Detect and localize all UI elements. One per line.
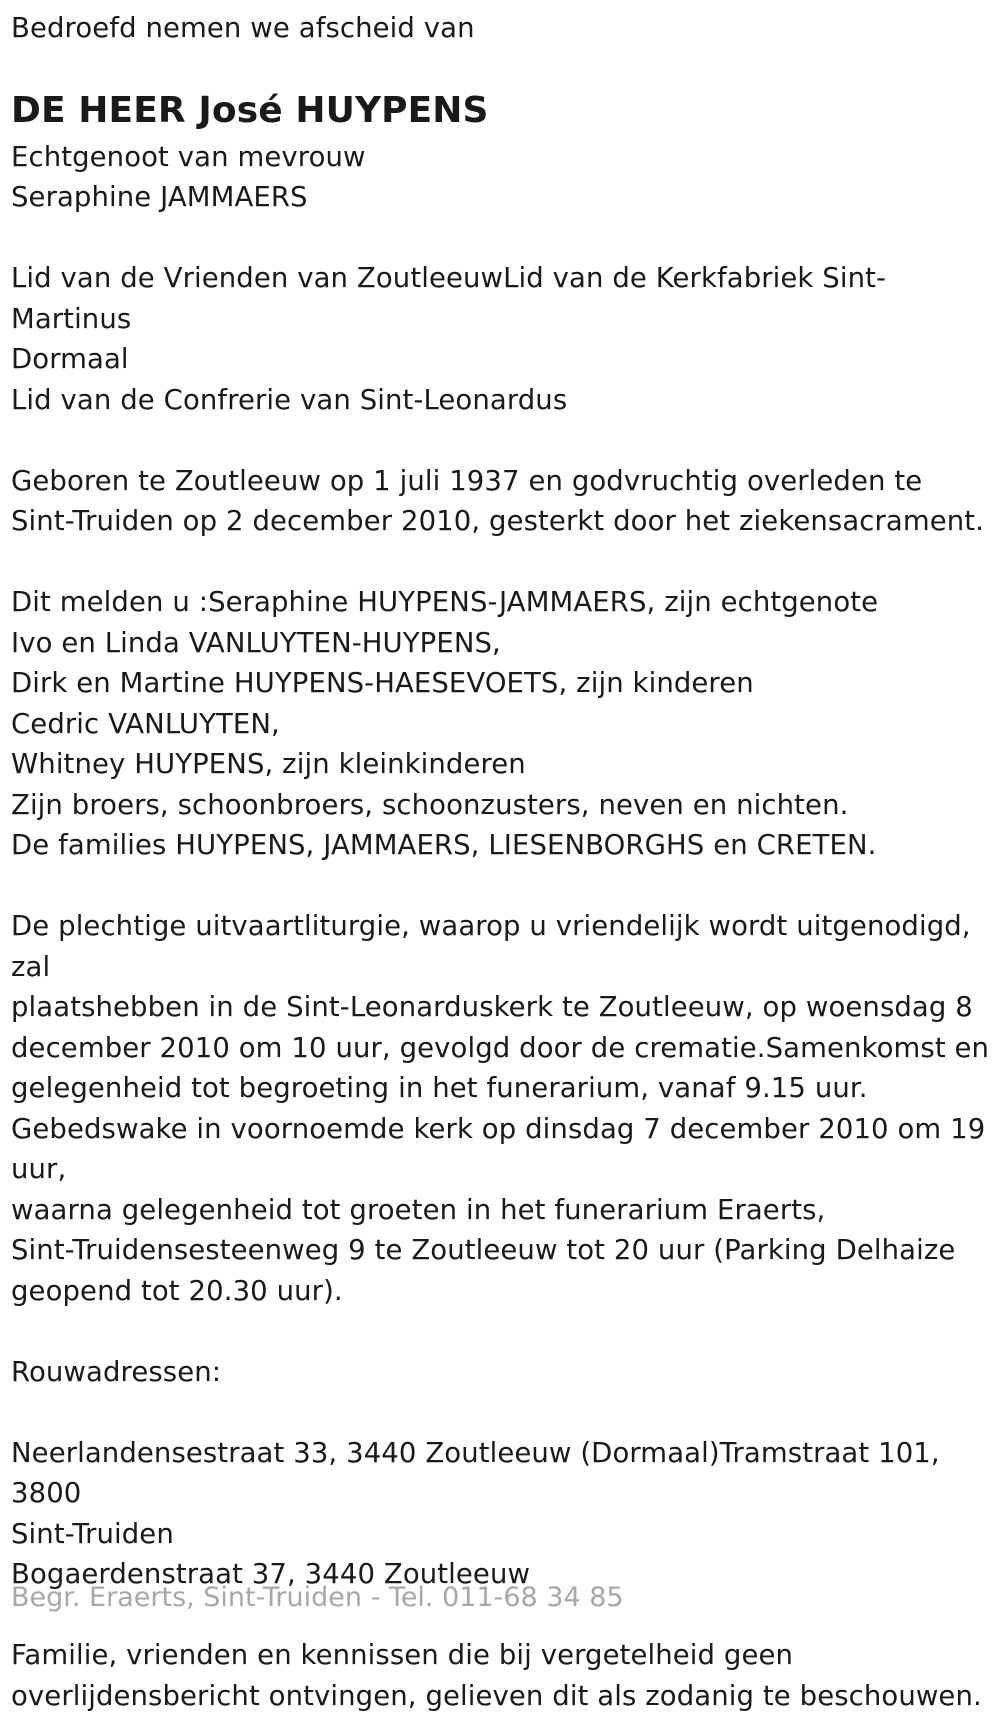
family-line: Dirk en Martine HUYPENS-HAESEVOETS, zijn kinderen xyxy=(11,663,991,704)
deceased-name: DE HEER José HUYPENS xyxy=(11,87,991,135)
ceremony-line: De plechtige uitvaartliturgie, waarop u vriendelijk wordt uitgenodigd, zal xyxy=(11,906,991,987)
obituary-notice xyxy=(11,8,991,1716)
closing-block xyxy=(11,1635,991,1716)
addresses-heading: Rouwadressen: xyxy=(11,1352,991,1393)
ceremony-line: Gebedswake in voornoemde kerk op dinsdag 7 december 2010 om 19 uur, xyxy=(11,1109,991,1190)
spacer xyxy=(11,542,991,583)
address-line: Sint-Truiden xyxy=(11,1514,991,1555)
ceremony-line: waarna gelegenheid tot groeten in het funerarium Eraerts, xyxy=(11,1190,991,1231)
ceremony-line: Sint-Truidensesteenweg 9 te Zoutleeuw tot 20 uur (Parking Delhaize xyxy=(11,1230,991,1271)
membership-line: Dormaal xyxy=(11,339,991,380)
family-line: De families HUYPENS, JAMMAERS, LIESENBORGHS en CRETEN. xyxy=(11,825,991,866)
family-line: Cedric VANLUYTEN, xyxy=(11,704,991,745)
intro-text: Bedroefd nemen we afscheid van xyxy=(11,8,991,49)
birth-death-line: Sint-Truiden op 2 december 2010, gesterkt door het ziekensacrament. xyxy=(11,501,991,542)
spouse-line: Seraphine JAMMAERS xyxy=(11,177,991,218)
address-line: Bogaerdenstraat 37, 3440 Zoutleeuw xyxy=(11,1554,991,1595)
birth-death-line: Geboren te Zoutleeuw op 1 juli 1937 en godvruchtig overleden te xyxy=(11,461,991,502)
spouse-block xyxy=(11,137,991,218)
ceremony-line: december 2010 om 10 uur, gevolgd door de crematie.Samenkomst en xyxy=(11,1028,991,1069)
closing-line: overlijdensbericht ontvingen, gelieven dit als zodanig te beschouwen. xyxy=(11,1676,991,1716)
address-line: Neerlandensestraat 33, 3440 Zoutleeuw (Dormaal)Tramstraat 101, 3800 xyxy=(11,1433,991,1514)
ceremony-line: plaatshebben in de Sint-Leonarduskerk te Zoutleeuw, op woensdag 8 xyxy=(11,987,991,1028)
memberships-block xyxy=(11,258,991,420)
family-line: Whitney HUYPENS, zijn kleinkinderen xyxy=(11,744,991,785)
ceremony-line: geopend tot 20.30 uur). xyxy=(11,1271,991,1312)
family-block xyxy=(11,582,991,866)
funeral-home-footer: Begr. Eraerts, Sint-Truiden - Tel. 011-68 34 85 xyxy=(11,1578,624,1618)
birth-death-block xyxy=(11,461,991,542)
closing-line: Familie, vrienden en kennissen die bij vergetelheid geen xyxy=(11,1635,991,1676)
spacer xyxy=(11,866,991,907)
addresses-block xyxy=(11,1433,991,1595)
spacer xyxy=(11,218,991,259)
spacer xyxy=(11,420,991,461)
family-line: Ivo en Linda VANLUYTEN-HUYPENS, xyxy=(11,623,991,664)
spouse-line: Echtgenoot van mevrouw xyxy=(11,137,991,178)
ceremony-block xyxy=(11,906,991,1311)
spacer xyxy=(11,1311,991,1352)
membership-line: Lid van de Vrienden van ZoutleeuwLid van de Kerkfabriek Sint-Martinus xyxy=(11,258,991,339)
spacer xyxy=(11,1392,991,1433)
membership-line: Lid van de Confrerie van Sint-Leonardus xyxy=(11,380,991,421)
family-line: Dit melden u :Seraphine HUYPENS-JAMMAERS, zijn echtgenote xyxy=(11,582,991,623)
ceremony-line: gelegenheid tot begroeting in het funerarium, vanaf 9.15 uur. xyxy=(11,1068,991,1109)
family-line: Zijn broers, schoonbroers, schoonzusters, neven en nichten. xyxy=(11,785,991,826)
